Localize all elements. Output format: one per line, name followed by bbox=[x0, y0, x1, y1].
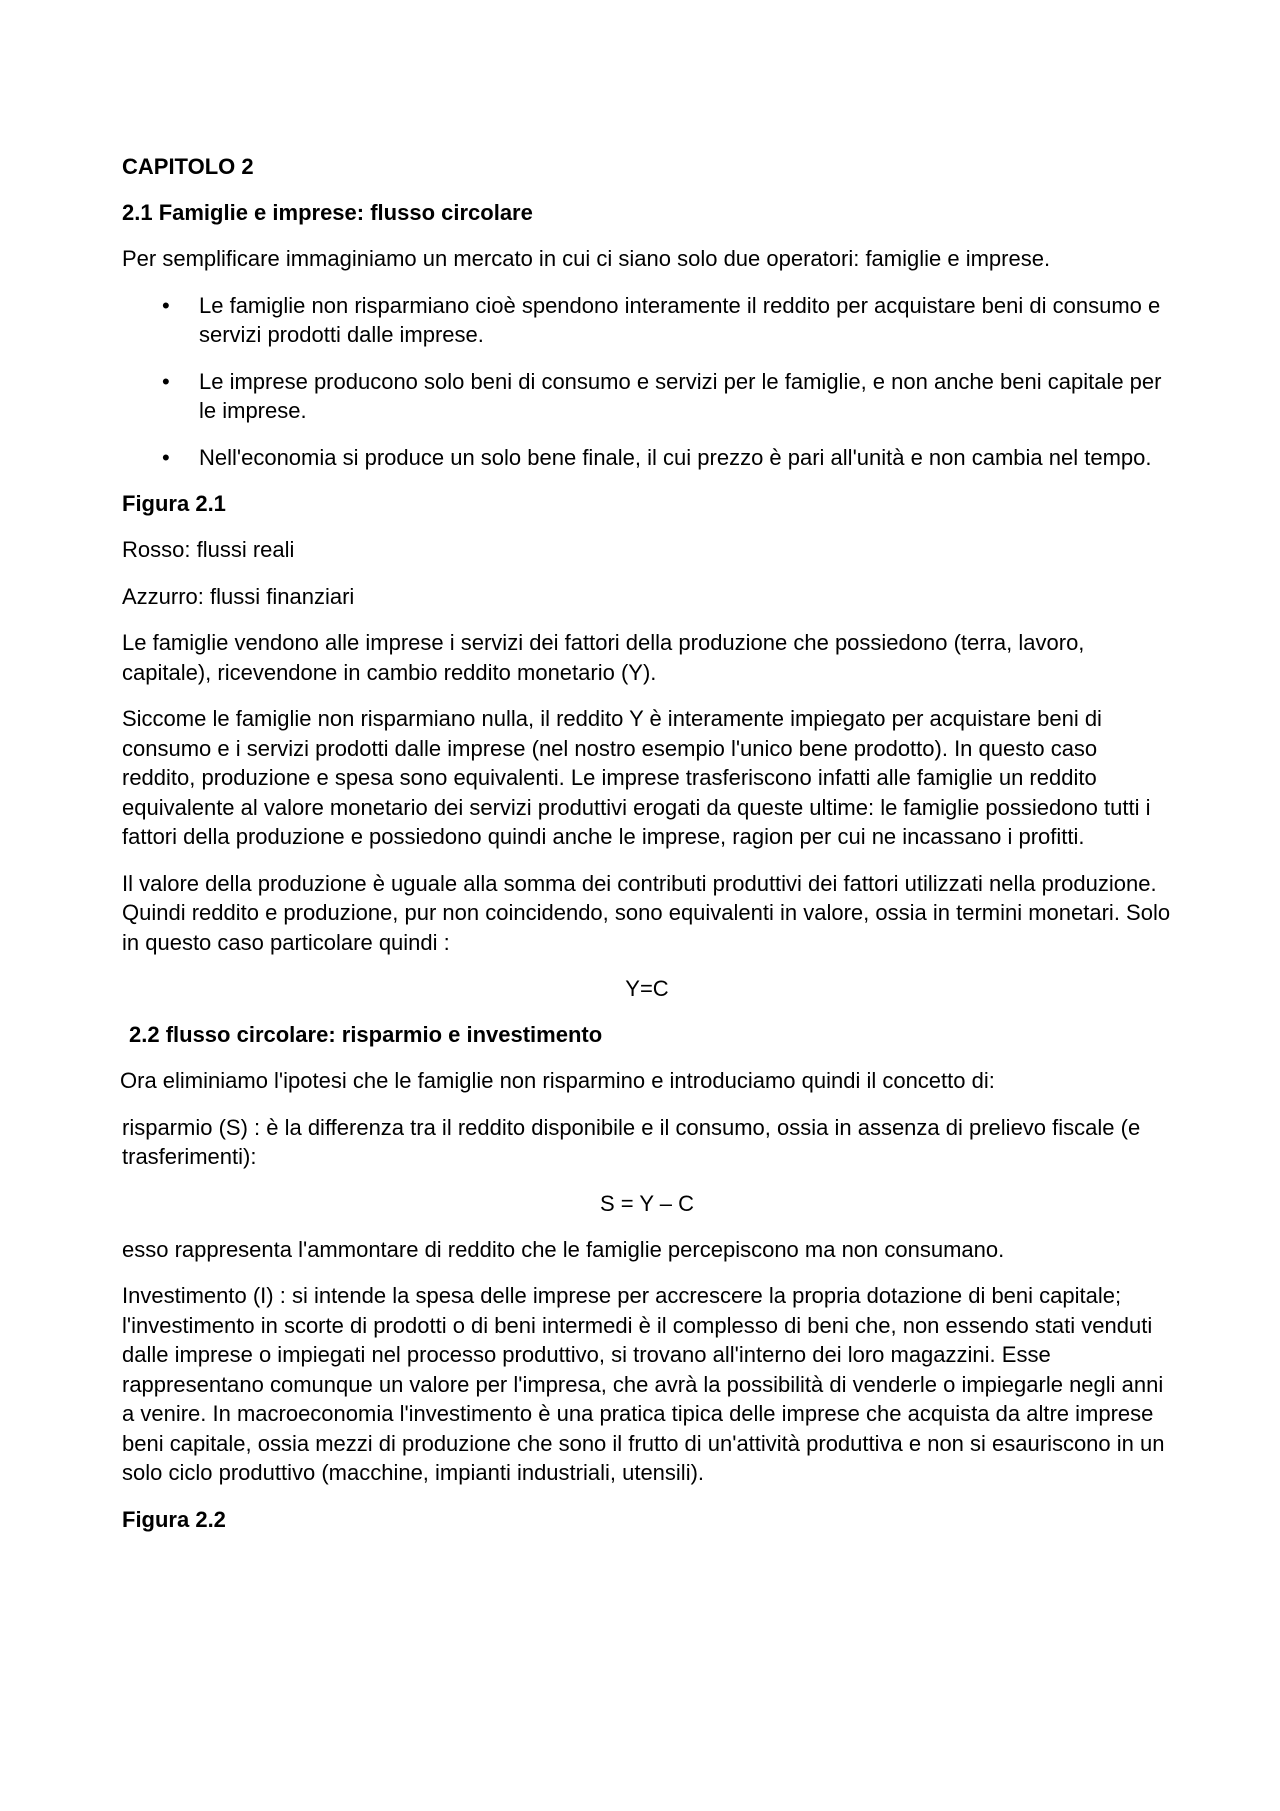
legend-blue: Azzurro: flussi finanziari bbox=[122, 583, 355, 609]
bullet-icon: • bbox=[162, 292, 170, 318]
list-item bbox=[122, 443, 1172, 473]
section-heading-2-1: 2.1 Famiglie e imprese: flusso circolare bbox=[122, 200, 533, 225]
savings-note: esso rappresenta l'ammontare di reddito che le famiglie percepiscono ma non consumano. bbox=[122, 1236, 1005, 1262]
list-item-text: Le imprese producono solo beni di consumo e servizi per le famiglie, e non anche beni capitale per le imprese. bbox=[199, 368, 1162, 423]
bullet-icon: • bbox=[162, 444, 170, 470]
equation-savings: S = Y – C bbox=[600, 1190, 694, 1216]
paragraph: Siccome le famiglie non risparmiano nulla, il reddito Y è interamente impiegato per acquistare beni di consumo e i servizi prodotti dalle imprese (nel nostro esempio l'unico bene prodotto). In questo caso reddito, produzione e spesa sono equivalenti. Le imprese trasferiscono infatti alle famiglie un reddito equivalente al valore monetario dei servizi produttivi erogati da queste ultime: le famiglie possiedono tutti i fattori della produzione e possiedono quindi anche le imprese, ragion per cui ne incassano i profitti. bbox=[122, 706, 1151, 849]
paragraph: Le famiglie vendono alle imprese i servizi dei fattori della produzione che possiedono (terra, lavoro, capitale), ricevendone in cambio reddito monetario (Y). bbox=[122, 630, 1085, 685]
list-item bbox=[122, 291, 1172, 350]
list-item bbox=[122, 367, 1172, 426]
list-item-text: Nell'economia si produce un solo bene finale, il cui prezzo è pari all'unità e non cambia nel tempo. bbox=[199, 444, 1152, 470]
figure-label-2-2: Figura 2.2 bbox=[122, 1506, 226, 1532]
section-intro: Per semplificare immaginiamo un mercato in cui ci siano solo due operatori: famiglie e imprese. bbox=[122, 246, 1051, 271]
chapter-title: CAPITOLO 2 bbox=[122, 154, 254, 179]
paragraph: Il valore della produzione è uguale alla somma dei contributi produttivi dei fattori utilizzati nella produzione. Quindi reddito e produzione, pur non coincidendo, sono equivalenti in valore, ossia in termini monetari. Solo in questo caso particolare quindi : bbox=[122, 870, 1171, 955]
savings-definition: risparmio (S) : è la differenza tra il reddito disponibile e il consumo, ossia in assenza di prelievo fiscale (e trasferimenti): bbox=[122, 1114, 1141, 1169]
document-page bbox=[122, 152, 1172, 1551]
figure-label-2-1: Figura 2.1 bbox=[122, 491, 226, 516]
bullet-icon: • bbox=[162, 368, 170, 394]
list-item-text: Le famiglie non risparmiano cioè spendono interamente il reddito per acquistare beni di consumo e servizi prodotti dalle imprese. bbox=[199, 292, 1161, 347]
section-heading-2-2: 2.2 flusso circolare: risparmio e investimento bbox=[129, 1022, 603, 1047]
equation-y-equals-c: Y=C bbox=[625, 976, 669, 1001]
investment-definition: Investimento (I) : si intende la spesa delle imprese per accrescere la propria dotazione di beni capitale; l'investimento in scorte di prodotti o di beni intermedi è il complesso di beni che, non essendo stati venduti dalle imprese o impiegati nel processo produttivo, si trovano all'interno dei loro magazzini. Esse rappresentano comunque un valore per l'impresa, che avrà la possibilità di venderle o impiegarle negli anni a venire. In macroeconomia l'investimento è una pratica tipica delle imprese che acquista da altre imprese beni capitale, ossia mezzi di produzione che sono il frutto di un'attività produttiva e non si esauriscono in un solo ciclo produttivo (macchine, impianti industriali, utensili). bbox=[122, 1283, 1165, 1485]
legend-red: Rosso: flussi reali bbox=[122, 537, 295, 562]
section-intro: Ora eliminiamo l'ipotesi che le famiglie non risparmino e introduciamo quindi il concetto di: bbox=[120, 1068, 995, 1093]
assumptions-list bbox=[122, 291, 1172, 473]
